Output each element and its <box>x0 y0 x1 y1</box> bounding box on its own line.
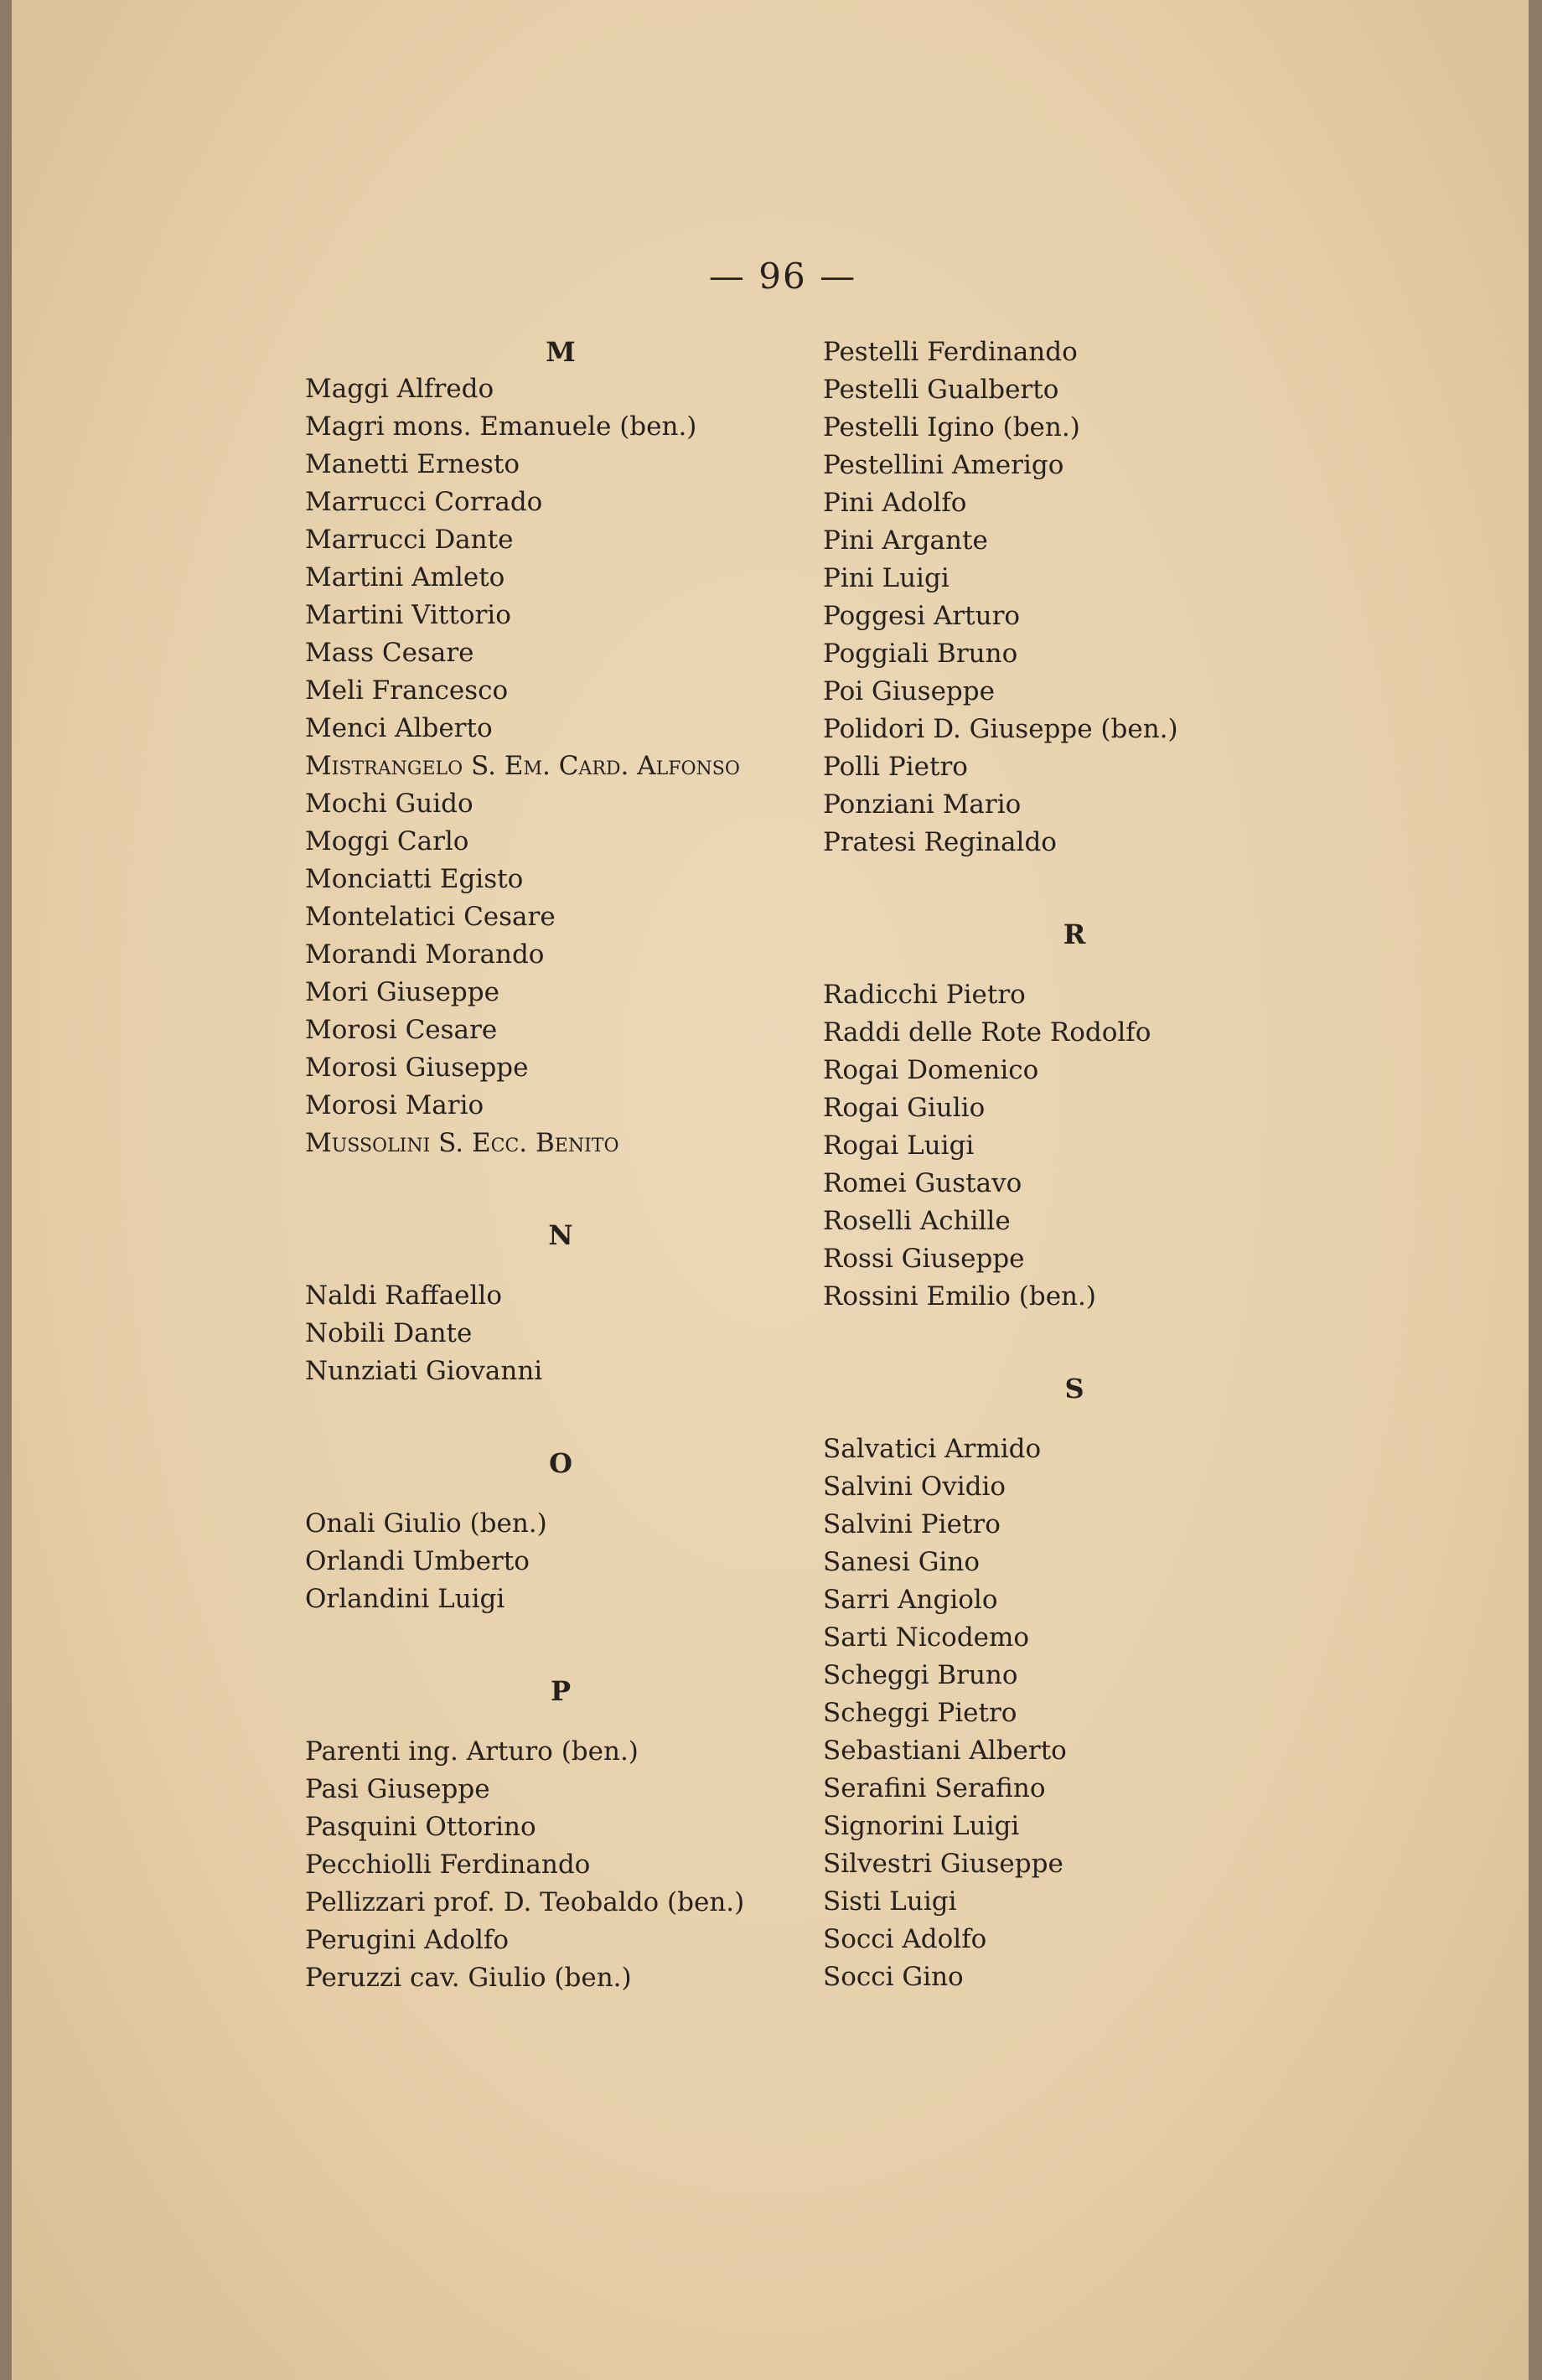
list-item: Salvini Ovidio <box>823 1472 1006 1502</box>
list-item: Rossini Emilio (ben.) <box>823 1281 1096 1312</box>
section-letter: O <box>549 1447 572 1479</box>
list-item: Pini Adolfo <box>823 488 967 518</box>
list-item: Serafini Serafino <box>823 1773 1046 1803</box>
list-item: Radicchi Pietro <box>823 980 1026 1010</box>
list-item: Martini Amleto <box>305 562 505 592</box>
list-item: Nobili Dante <box>305 1318 473 1348</box>
list-item: Meli Francesco <box>305 675 509 706</box>
name-list <box>823 334 1326 861</box>
list-item: Pratesi Reginaldo <box>823 827 1057 857</box>
list-item: Poi Giuseppe <box>823 676 995 706</box>
list-item: Mussolini S. Ecc. Benito <box>305 1128 619 1158</box>
list-item: Sarti Nicodemo <box>823 1622 1030 1653</box>
list-item: Polli Pietro <box>823 752 968 782</box>
list-item: Morosi Cesare <box>305 1015 498 1045</box>
list-item: Montelatici Cesare <box>305 902 556 932</box>
list-item: Magri mons. Emanuele (ben.) <box>305 411 697 442</box>
name-list <box>823 976 1326 1316</box>
list-item: Onali Giulio (ben.) <box>305 1508 547 1539</box>
list-item: Manetti Ernesto <box>305 449 520 479</box>
name-list <box>823 1431 1326 1996</box>
section-p <box>305 1673 816 1997</box>
list-item: Salvatici Armido <box>823 1434 1042 1464</box>
name-list <box>305 1505 816 1618</box>
list-item: Peruzzi cav. Giulio (ben.) <box>305 1963 632 1993</box>
list-item: Raddi delle Rote Rodolfo <box>823 1017 1151 1048</box>
list-item: Pini Argante <box>823 525 988 556</box>
list-item: Marrucci Dante <box>305 525 514 555</box>
list-item: Sanesi Gino <box>823 1547 981 1577</box>
section-p-continued <box>823 334 1326 861</box>
name-list <box>305 370 816 1162</box>
list-item: Mistrangelo S. Em. Card. Alfonso <box>305 751 740 781</box>
list-item: Signorini Luigi <box>823 1811 1020 1841</box>
list-item: Parenti ing. Arturo (ben.) <box>305 1736 639 1767</box>
list-item: Poggesi Arturo <box>823 601 1021 631</box>
list-item: Pestelli Igino (ben.) <box>823 412 1080 442</box>
list-item: Perugini Adolfo <box>305 1925 510 1955</box>
list-item: Menci Alberto <box>305 713 493 743</box>
list-item: Rogai Luigi <box>823 1130 975 1161</box>
list-item: Pestelli Ferdinando <box>823 337 1078 367</box>
list-item: Sebastiani Alberto <box>823 1736 1067 1766</box>
section-letter: N <box>548 1219 573 1251</box>
section-letter: S <box>1064 1373 1084 1405</box>
list-item: Sarri Angiolo <box>823 1585 998 1615</box>
list-item: Socci Adolfo <box>823 1924 987 1954</box>
list-item: Scheggi Pietro <box>823 1698 1017 1728</box>
right-column <box>823 334 1326 1996</box>
list-item: Pestelli Gualberto <box>823 375 1059 405</box>
list-item: Naldi Raffaello <box>305 1281 503 1311</box>
list-item: Pasquini Ottorino <box>305 1812 536 1842</box>
section-r <box>823 916 1326 1316</box>
name-list <box>305 1277 816 1390</box>
list-item: Polidori D. Giuseppe (ben.) <box>823 714 1178 744</box>
list-item: Pellizzari prof. D. Teobaldo (ben.) <box>305 1887 745 1917</box>
section-m <box>305 334 816 1162</box>
list-item: Ponziani Mario <box>823 789 1022 820</box>
list-item: Romei Gustavo <box>823 1168 1022 1198</box>
section-n <box>305 1217 816 1390</box>
list-item: Rogai Domenico <box>823 1055 1039 1085</box>
list-item: Morosi Giuseppe <box>305 1053 529 1083</box>
list-item: Pini Luigi <box>823 563 950 593</box>
section-letter: P <box>550 1675 572 1707</box>
list-item: Monciatti Egisto <box>305 864 524 894</box>
left-column <box>305 334 816 1997</box>
list-item: Martini Vittorio <box>305 600 511 630</box>
list-item: Roselli Achille <box>823 1206 1011 1236</box>
list-item: Rossi Giuseppe <box>823 1244 1025 1274</box>
list-item: Morosi Mario <box>305 1090 484 1120</box>
name-list <box>305 1733 816 1997</box>
list-item: Morandi Morando <box>305 939 545 970</box>
section-letter: M <box>546 336 576 368</box>
list-item: Moggi Carlo <box>305 826 469 856</box>
list-item: Pasi Giuseppe <box>305 1774 490 1804</box>
book-page <box>12 0 1529 2380</box>
list-item: Silvestri Giuseppe <box>823 1849 1063 1879</box>
list-item: Marrucci Corrado <box>305 487 543 517</box>
list-item: Mochi Guido <box>305 789 473 819</box>
list-item: Orlandi Umberto <box>305 1546 530 1576</box>
list-item: Poggiali Bruno <box>823 639 1018 669</box>
section-letter: R <box>1063 918 1086 950</box>
section-s <box>823 1370 1326 1996</box>
list-item: Rogai Giulio <box>823 1093 986 1123</box>
list-item: Scheggi Bruno <box>823 1660 1018 1690</box>
page-number: — 96 — <box>708 256 857 297</box>
list-item: Salvini Pietro <box>823 1509 1001 1539</box>
list-item: Socci Gino <box>823 1962 964 1992</box>
list-item: Mass Cesare <box>305 638 474 668</box>
list-item: Pestellini Amerigo <box>823 450 1064 480</box>
list-item: Mori Giuseppe <box>305 977 499 1007</box>
section-o <box>305 1445 816 1618</box>
list-item: Pecchiolli Ferdinando <box>305 1850 591 1880</box>
list-item: Sisti Luigi <box>823 1886 957 1917</box>
list-item: Maggi Alfredo <box>305 374 494 404</box>
list-item: Orlandini Luigi <box>305 1584 505 1614</box>
list-item: Nunziati Giovanni <box>305 1356 543 1386</box>
